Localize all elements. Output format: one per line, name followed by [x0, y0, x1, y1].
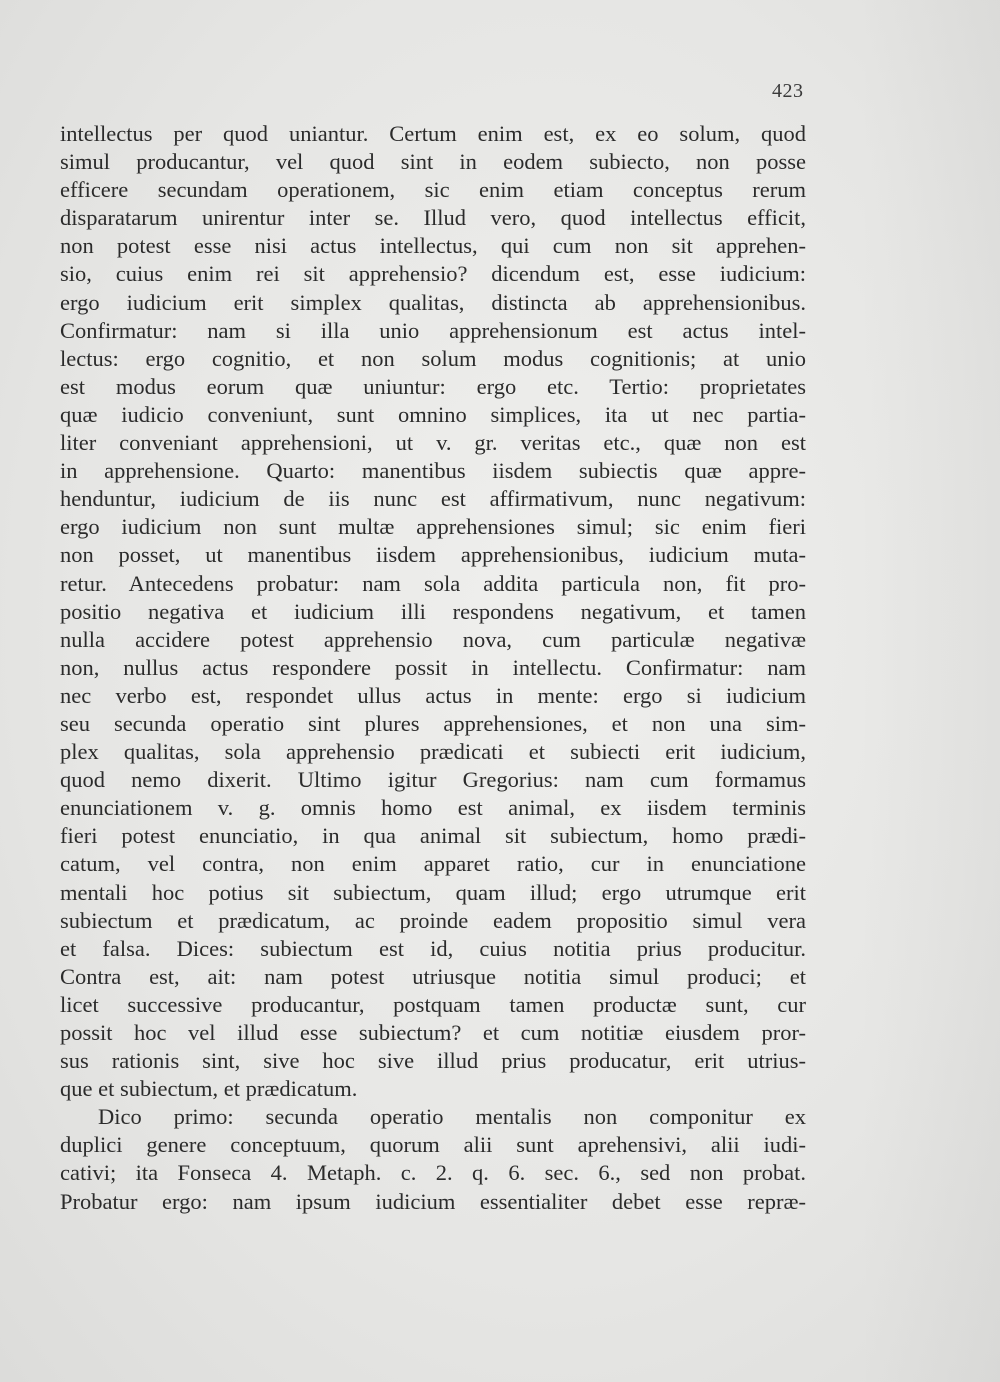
- paragraph-1: [60, 120, 806, 1103]
- text-line: positio negativa et iudicium illi respondens negativum, et tamen: [60, 598, 806, 624]
- page-number: 423: [772, 80, 804, 102]
- text-line: seu secunda operatio sint plures apprehensiones, et non una sim-: [60, 710, 806, 736]
- text-line: nec verbo est, respondet ullus actus in mente: ergo si iudicium: [60, 682, 806, 708]
- text-line: lectus: ergo cognitio, et non solum modus cognitionis; at unio: [60, 345, 806, 371]
- text-line: nulla accidere potest apprehensio nova, cum particulæ negativæ: [60, 626, 806, 652]
- text-line: sus rationis sint, sive hoc sive illud prius producatur, erit utrius-: [60, 1048, 806, 1074]
- text-line: licet successive producantur, postquam tamen productæ sunt, cur: [60, 991, 806, 1017]
- text-line: sio, cuius enim rei sit apprehensio? dicendum est, esse iudicium:: [60, 261, 806, 287]
- text-line: liter conveniant apprehensioni, ut v. gr. veritas etc., quæ non est: [60, 430, 806, 456]
- text-line: que et subiectum, et prædicatum.: [60, 1076, 358, 1102]
- text-line: disparatarum unirentur inter se. Illud vero, quod intellectus efficit,: [60, 205, 806, 231]
- text-line: est modus eorum quæ uniuntur: ergo etc. Tertio: proprietates: [60, 373, 806, 399]
- text-line: subiectum et prædicatum, ac proinde eadem propositio simul vera: [60, 907, 806, 933]
- text-line: in apprehensione. Quarto: manentibus iisdem subiectis quæ appre-: [60, 458, 806, 484]
- text-line: cativi; ita Fonseca 4. Metaph. c. 2. q. 6. sec. 6., sed non probat.: [60, 1160, 806, 1186]
- text-line: et falsa. Dices: subiectum est id, cuius notitia prius producitur.: [60, 935, 806, 961]
- text-line: ergo iudicium non sunt multæ apprehensiones simul; sic enim fieri: [60, 514, 806, 540]
- text-line: possit hoc vel illud esse subiectum? et cum notitiæ eiusdem pror-: [60, 1020, 806, 1045]
- text-line: ergo iudicium erit simplex qualitas, distincta ab apprehensionibus.: [60, 289, 806, 315]
- paragraph-2: [60, 1103, 806, 1215]
- text-line: fieri potest enunciatio, in qua animal sit subiectum, homo prædi-: [60, 823, 806, 849]
- text-line: plex qualitas, sola apprehensio prædicati et subiecti erit iudicium,: [60, 739, 806, 765]
- text-line: henduntur, iudicium de iis nunc est affirmativum, nunc negativum:: [60, 486, 806, 512]
- text-line: mentali hoc potius sit subiectum, quam illud; ergo utrumque erit: [60, 879, 806, 905]
- text-line: enunciationem v. g. omnis homo est animal, ex iisdem terminis: [60, 795, 806, 821]
- text-line: catum, vel contra, non enim apparet ratio, cur in enunciatione: [60, 851, 806, 877]
- page-shading: [860, 0, 1000, 1382]
- text-line: Probatur ergo: nam ipsum iudicium essentialiter debet esse repræ-: [60, 1188, 806, 1214]
- text-line: Contra est, ait: nam potest utriusque notitia simul produci; et: [60, 963, 806, 989]
- text-line: simul producantur, vel quod sint in eodem subiecto, non posse: [60, 149, 806, 175]
- text-line: quæ iudicio conveniunt, sunt omnino simplices, ita ut nec partia-: [60, 401, 806, 427]
- text-line: duplici genere conceptuum, quorum alii sunt aprehensivi, alii iudi-: [60, 1132, 806, 1158]
- text-line: Dico primo: secunda operatio mentalis non componitur ex: [98, 1104, 806, 1130]
- text-line: non posset, ut manentibus iisdem apprehensionibus, iudicium muta-: [60, 542, 806, 568]
- text-line: quod nemo dixerit. Ultimo igitur Gregorius: nam cum formamus: [60, 767, 806, 793]
- text-line: non potest esse nisi actus intellectus, qui cum non sit apprehen-: [60, 233, 806, 259]
- text-line: non, nullus actus respondere possit in intellectu. Confirmatur: nam: [60, 654, 806, 680]
- text-line: intellectus per quod uniantur. Certum enim est, ex eo solum, quod: [60, 121, 806, 146]
- text-line: efficere secundam operationem, sic enim etiam conceptus rerum: [60, 177, 806, 203]
- body-text: [60, 120, 806, 1216]
- text-line: retur. Antecedens probatur: nam sola addita particula non, fit pro-: [60, 570, 806, 596]
- text-line: Confirmatur: nam si illa unio apprehensionum est actus intel-: [60, 317, 806, 343]
